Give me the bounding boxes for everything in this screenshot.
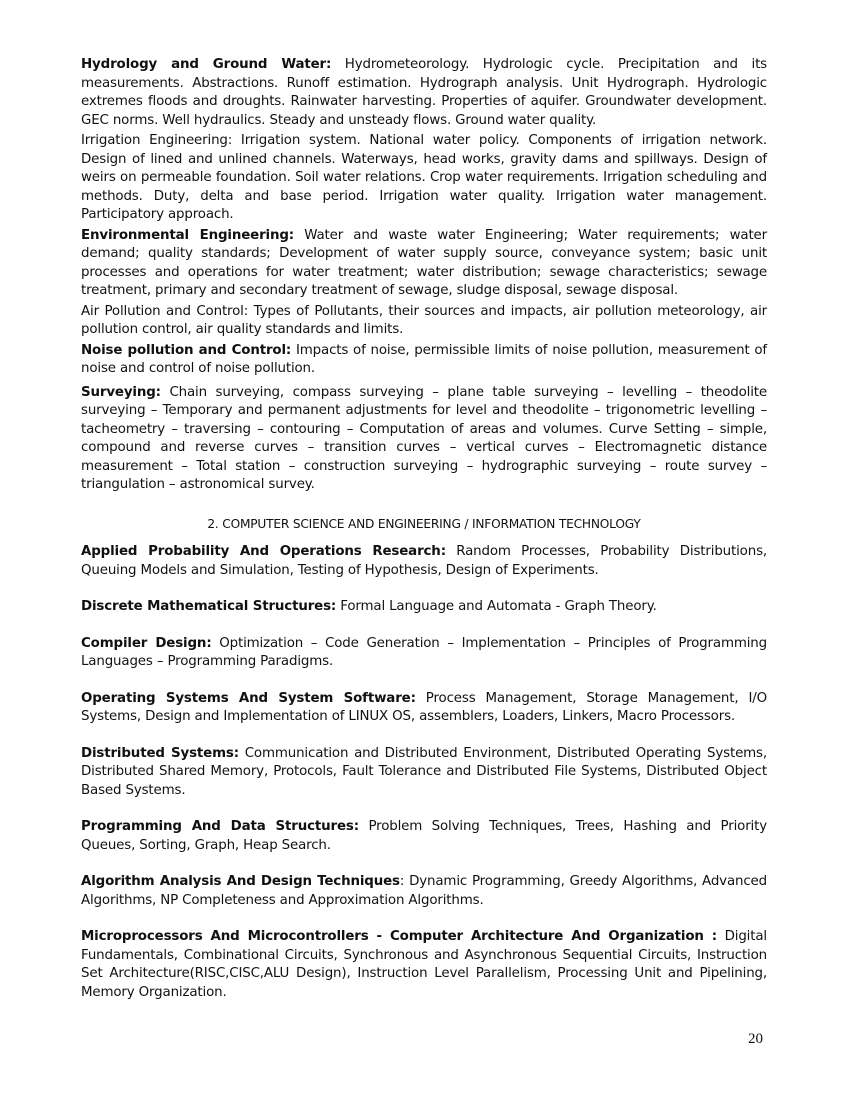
topic-heading: Compiler Design: (81, 635, 212, 651)
topic-operating-systems (81, 690, 767, 727)
topic-microprocessors (81, 928, 767, 1002)
topic-algorithm-analysis (81, 873, 767, 910)
section-title: 2. COMPUTER SCIENCE AND ENGINEERING / INFORMATION TECHNOLOGY (207, 516, 641, 531)
topic-irrigation (81, 132, 767, 225)
topic-body: Digital Fundamentals, Combinational Circuits, Synchronous and Asynchronous Sequential Circuits, Instruction Set Architecture(RISC,CISC,ALU Design), Instruction Level Parallelism, Processing Unit and Pipelining, Memory Organization. (81, 929, 767, 1000)
topic-distributed-systems (81, 745, 767, 801)
topic-body: Problem Solving Techniques, Trees, Hashing and Priority Queues, Sorting, Graph, Heap Search. (81, 819, 767, 853)
topic-body: Air Pollution and Control: Types of Pollutants, their sources and impacts, air pollution meteorology, air pollution control, air quality standards and limits. (81, 303, 767, 337)
topic-body: Optimization – Code Generation – Implementation – Principles of Programming Languages – Programming Paradigms. (81, 635, 767, 669)
topic-programming-data-structures (81, 818, 767, 855)
topic-surveying (81, 384, 767, 495)
page-number: 20 (748, 1031, 763, 1047)
topic-heading: Surveying: (81, 384, 161, 400)
topic-body: Irrigation Engineering: Irrigation system. National water policy. Components of irrigation network. Design of lined and unlined channels. Waterways, head works, gravity dams and spillways. Design of weirs on permeable foundation. Soil water relations. Crop water requirements. Irrigation scheduling and methods. Duty, delta and base period. Irrigation water quality. Irrigation water management. Participatory approach. (81, 133, 767, 222)
topic-body: Impacts of noise, permissible limits of noise pollution, measurement of noise and control of noise pollution. (81, 342, 767, 376)
topic-body: Chain surveying, compass surveying – plane table surveying – levelling – theodolite surveying – Temporary and permanent adjustments for level and theodolite – trigonometric levelling – tacheometry – traversing – contouring – Computation of areas and volumes. Curve Setting – simple, compound and reverse curves – transition curves – vertical curves – Electromagnetic distance measurement – Total station – construction surveying – hydrographic surveying – route survey – triangulation – astronomical survey. (81, 384, 767, 492)
topic-applied-probability (81, 543, 767, 580)
topic-heading: Programming And Data Structures: (81, 819, 359, 834)
topic-body: : Dynamic Programming, Greedy Algorithms, Advanced Algorithms, NP Completeness and Approximation Algorithms. (81, 874, 767, 908)
topic-heading: Algorithm Analysis And Design Techniques (81, 874, 400, 889)
topic-body: Process Management, Storage Management, I/O Systems, Design and Implementation of LINUX OS, assemblers, Loaders, Linkers, Macro Processors. (81, 690, 767, 724)
topic-body: Formal Language and Automata - Graph Theory. (336, 599, 657, 614)
topic-environmental (81, 227, 767, 301)
topic-discrete-math (81, 598, 767, 617)
topic-body: Communication and Distributed Environment, Distributed Operating Systems, Distributed Shared Memory, Protocols, Fault Tolerance and Distributed File Systems, Distributed Object Based Systems. (81, 745, 767, 798)
topic-body: Water and waste water Engineering; Water requirements; water demand; quality standards; Development of water supply source, conveyance system; basic unit processes and operations for water treatment; water distribution; sewage characteristics; sewage treatment, primary and secondary treatment of sewage, sludge disposal, sewage disposal. (81, 227, 767, 298)
topic-heading: Microprocessors And Microcontrollers - Computer Architecture And Organization : (81, 929, 717, 944)
topic-heading: Operating Systems And System Software: (81, 690, 416, 706)
topic-body: Random Processes, Probability Distributions, Queuing Models and Simulation, Testing of Hypothesis, Design of Experiments. (81, 544, 767, 578)
topic-heading: Hydrology and Ground Water: (81, 57, 332, 72)
topic-air-pollution (81, 303, 767, 340)
topic-heading: Environmental Engineering: (81, 227, 295, 243)
document-page (81, 56, 767, 1002)
topic-hydrology (81, 56, 767, 130)
topic-noise-pollution (81, 342, 767, 379)
topic-heading: Noise pollution and Control: (81, 342, 292, 358)
topic-compiler-design (81, 635, 767, 672)
topic-heading: Applied Probability And Operations Research: (81, 544, 446, 559)
topic-heading: Discrete Mathematical Structures: (81, 599, 337, 614)
topic-heading: Distributed Systems: (81, 745, 239, 761)
topic-body: Hydrometeorology. Hydrologic cycle. Precipitation and its measurements. Abstractions. Runoff estimation. Hydrograph analysis. Unit Hydrograph. Hydrologic extremes floods and droughts. Rainwater harvesting. Properties of aquifer. Groundwater development. GEC norms. Well hydraulics. Steady and unsteady flows. Ground water quality. (81, 57, 768, 128)
